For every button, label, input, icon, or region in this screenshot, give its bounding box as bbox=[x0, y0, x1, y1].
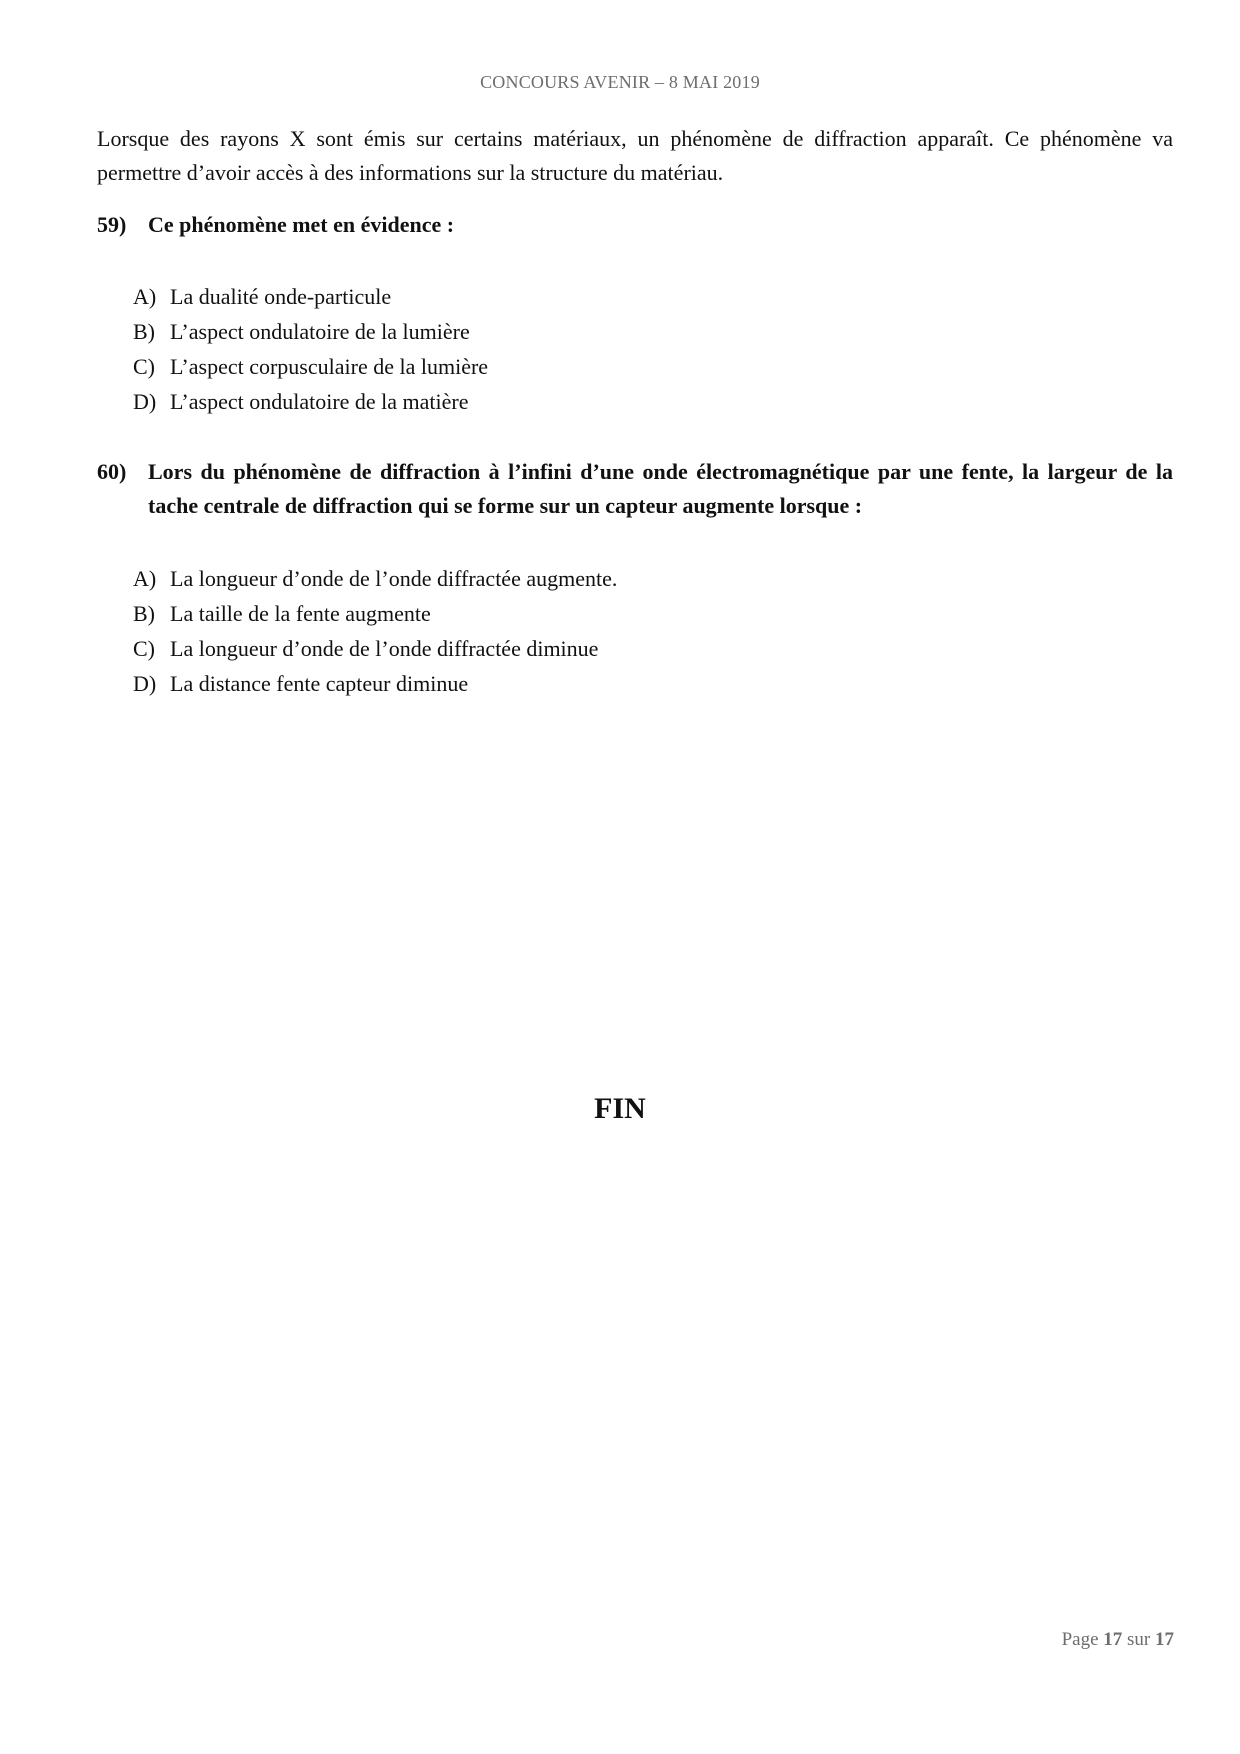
option-text: L’aspect ondulatoire de la lumière bbox=[170, 319, 470, 344]
answer-option bbox=[133, 314, 1133, 349]
question-text: Ce phénomène met en évidence : bbox=[148, 212, 455, 237]
answer-option bbox=[133, 349, 1133, 384]
page-header: CONCOURS AVENIR – 8 MAI 2019 bbox=[480, 72, 760, 92]
option-text: La longueur d’onde de l’onde diffractée diminue bbox=[170, 636, 599, 661]
answer-option bbox=[133, 384, 1133, 419]
answer-option bbox=[133, 666, 1133, 701]
answer-options-60 bbox=[133, 561, 1133, 701]
option-text: La distance fente capteur diminue bbox=[170, 671, 469, 696]
answer-option bbox=[133, 631, 1133, 666]
option-letter: A) bbox=[133, 566, 157, 591]
question-59 bbox=[97, 208, 1173, 242]
option-letter: C) bbox=[133, 636, 155, 661]
total-pages-number: 17 bbox=[1155, 1629, 1174, 1650]
option-text: L’aspect corpusculaire de la lumière bbox=[170, 354, 489, 379]
intro-paragraph: Lorsque des rayons X sont émis sur certains matériaux, un phénomène de diffraction apparaît. Ce phénomène va permettre d’avoir accès à des informations sur la structure du matériau. bbox=[97, 126, 1173, 185]
option-letter: B) bbox=[133, 319, 155, 344]
option-letter: D) bbox=[133, 389, 157, 414]
option-letter: B) bbox=[133, 601, 155, 626]
question-60 bbox=[97, 455, 1173, 523]
question-number: 60) bbox=[97, 459, 127, 484]
option-text: L’aspect ondulatoire de la matière bbox=[170, 389, 469, 414]
current-page-number: 17 bbox=[1103, 1629, 1123, 1650]
page-label: Page bbox=[1061, 1629, 1099, 1650]
option-text: La longueur d’onde de l’onde diffractée augmente. bbox=[170, 566, 618, 591]
option-letter: A) bbox=[133, 284, 157, 309]
answer-option bbox=[133, 561, 1133, 596]
question-number: 59) bbox=[97, 212, 127, 237]
option-text: La taille de la fente augmente bbox=[170, 601, 431, 626]
page-footer bbox=[1062, 1629, 1174, 1651]
option-text: La dualité onde-particule bbox=[170, 284, 392, 309]
end-marker: FIN bbox=[594, 1092, 646, 1125]
page-separator: sur bbox=[1127, 1629, 1151, 1650]
answer-option bbox=[133, 279, 1133, 314]
question-text: Lors du phénomène de diffraction à l’infini d’une onde électromagnétique par une fente, la largeur de la tache centrale de diffraction qui se forme sur un capteur augmente lorsque : bbox=[148, 459, 1173, 518]
answer-options-59 bbox=[133, 279, 1133, 419]
option-letter: D) bbox=[133, 671, 157, 696]
option-letter: C) bbox=[133, 354, 155, 379]
answer-option bbox=[133, 596, 1133, 631]
